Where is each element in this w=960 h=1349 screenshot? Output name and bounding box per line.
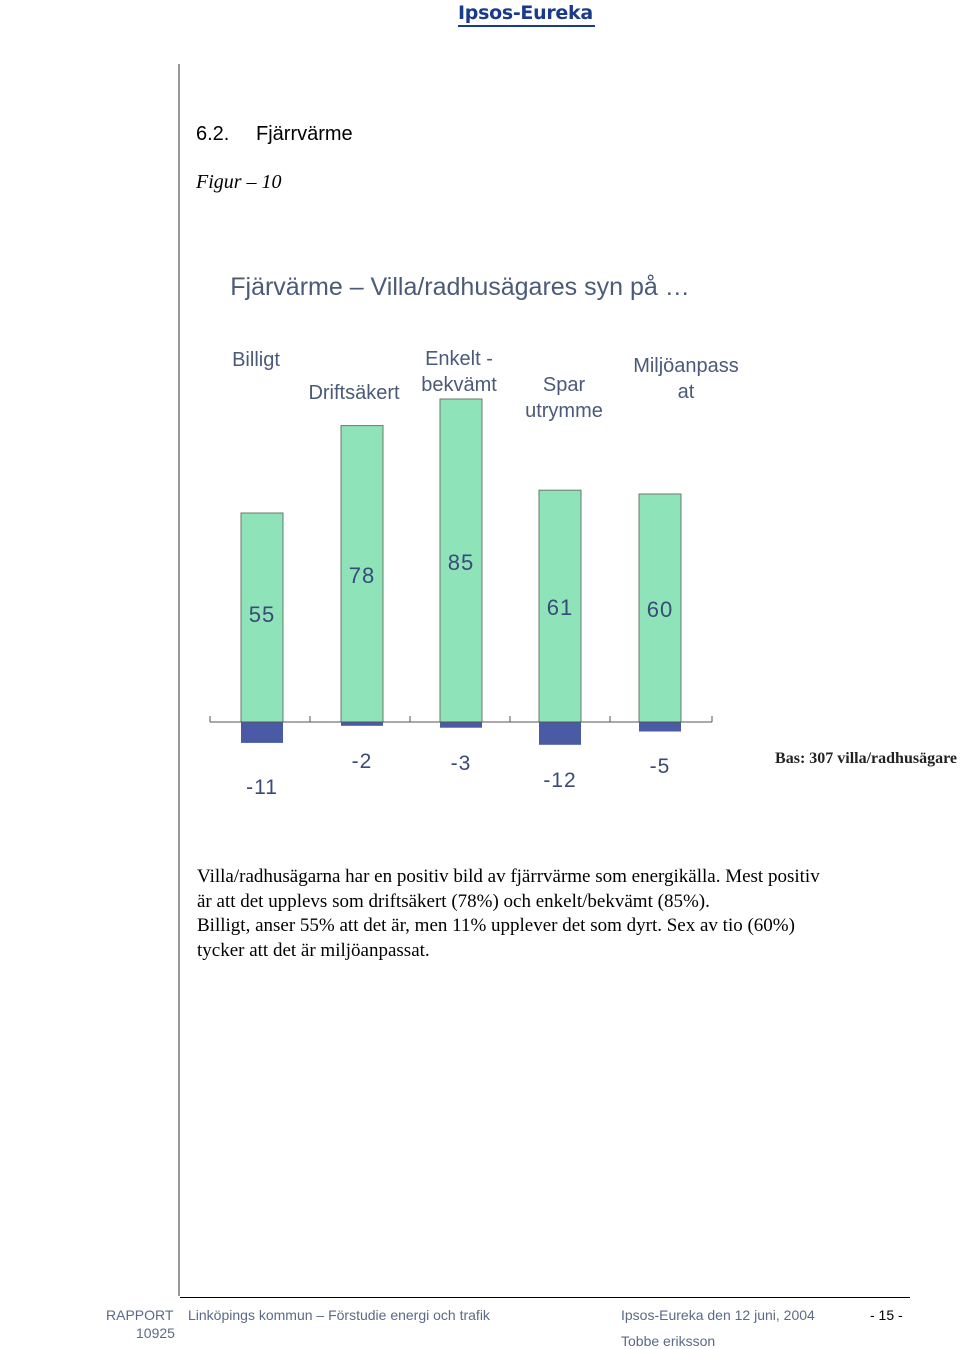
body-line: Villa/radhusägarna har en positiv bild av fjärrvärme som energikälla. Mest positiv	[197, 866, 820, 887]
value-label-negative: -12	[543, 769, 577, 792]
bar-negative	[241, 722, 283, 743]
value-label-positive: 85	[447, 550, 475, 575]
value-label-negative: -2	[351, 750, 373, 773]
chart-title: Fjärvärme – Villa/radhusägares syn på …	[230, 273, 690, 301]
footer-report-number: 10925	[136, 1325, 175, 1341]
footer-author: Tobbe eriksson	[621, 1333, 716, 1349]
value-label-positive: 60	[646, 597, 674, 622]
category-label-line: at	[677, 381, 695, 403]
ipsos-eureka-logo: Ipsos-Eureka	[458, 2, 595, 27]
section-title: Fjärrvärme	[256, 123, 353, 145]
bar-negative	[341, 722, 383, 726]
body-line: Billigt, anser 55% att det är, men 11% upplever det som dyrt. Sex av tio (60%)	[197, 915, 795, 936]
category-label-line: Driftsäkert	[308, 382, 400, 404]
value-label-positive: 78	[348, 563, 376, 588]
category-label-line: Enkelt -	[425, 348, 493, 370]
category-label-line: Billigt	[232, 349, 280, 371]
bar-negative	[440, 722, 482, 728]
bar-negative	[539, 722, 581, 745]
body-line: är att det upplevs som driftsäkert (78%) och enkelt/bekvämt (85%).	[197, 890, 710, 912]
footer-report-label: RAPPORT	[106, 1307, 174, 1323]
value-label-negative: -3	[450, 752, 472, 775]
category-label-line: Miljöanpass	[633, 355, 739, 377]
footer-project: Linköpings kommun – Förstudie energi och trafik	[188, 1307, 490, 1323]
section-number: 6.2.	[196, 123, 230, 145]
category-label-line: utrymme	[525, 400, 603, 422]
category-label-line: Spar	[542, 374, 586, 396]
base-note: Bas: 307 villa/radhusägare	[775, 750, 957, 767]
footer-rule	[180, 1297, 910, 1298]
footer-company-date: Ipsos-Eureka den 12 juni, 2004	[621, 1307, 815, 1323]
category-label	[232, 349, 280, 371]
value-label-positive: 61	[546, 595, 574, 620]
figure-label: Figur – 10	[196, 171, 282, 193]
value-label-negative: -11	[246, 776, 278, 799]
category-label-line: bekvämt	[421, 374, 497, 396]
page-number: - 15 -	[870, 1307, 903, 1323]
category-label	[525, 374, 603, 422]
category-labels	[232, 348, 739, 422]
body-line: tycker att det är miljöanpassat.	[197, 939, 430, 961]
value-label-negative: -5	[649, 755, 671, 778]
category-label	[633, 355, 739, 403]
value-label-positive: 55	[248, 602, 276, 627]
category-label	[421, 348, 497, 396]
category-label	[308, 382, 400, 404]
body-paragraph	[197, 865, 917, 963]
bar-negative	[639, 722, 681, 732]
